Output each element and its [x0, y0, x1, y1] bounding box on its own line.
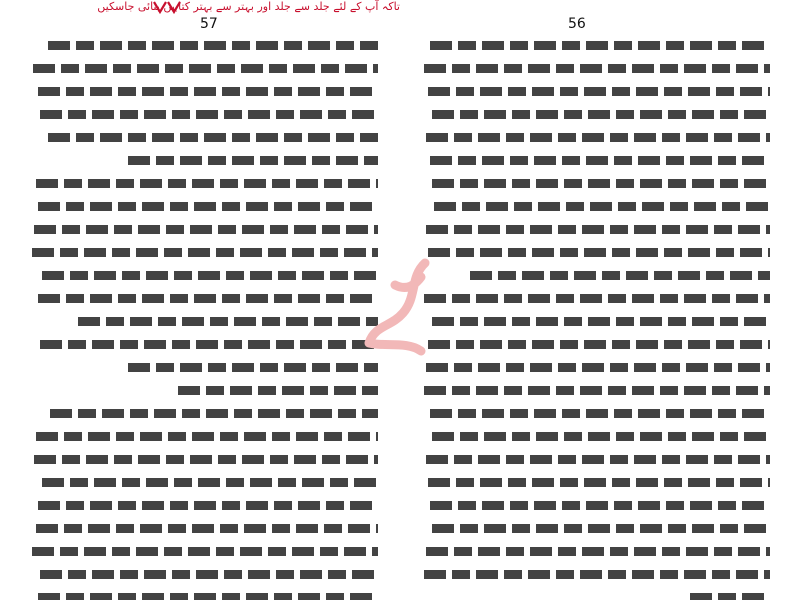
text-line-placeholder — [434, 202, 770, 211]
text-line — [28, 126, 378, 149]
text-line-placeholder — [424, 386, 770, 395]
header-text: تاکہ آپ کے لئے جلد سے جلد اور بہتر سے بہتر کتابیں بنائی جاسکیں — [97, 0, 400, 13]
text-line — [28, 333, 378, 356]
text-line-placeholder — [40, 570, 378, 579]
body-text — [28, 34, 378, 594]
text-line — [420, 264, 770, 287]
text-line — [420, 195, 770, 218]
text-line-placeholder — [38, 294, 378, 303]
text-line-placeholder — [36, 432, 378, 441]
text-line-placeholder — [38, 202, 378, 211]
text-line-placeholder — [78, 317, 378, 326]
text-line-placeholder — [38, 87, 378, 96]
text-line-placeholder — [48, 41, 378, 50]
text-line-placeholder — [428, 248, 770, 257]
text-line — [28, 34, 378, 57]
text-line-placeholder — [426, 547, 770, 556]
text-line — [420, 57, 770, 80]
text-line — [420, 103, 770, 126]
text-line — [28, 103, 378, 126]
text-line — [420, 448, 770, 471]
text-line — [28, 241, 378, 264]
text-line — [420, 34, 770, 57]
text-line-placeholder — [470, 271, 770, 280]
text-line — [420, 80, 770, 103]
text-line — [420, 471, 770, 494]
text-line-placeholder — [428, 478, 770, 487]
text-line-placeholder — [430, 409, 770, 418]
text-line — [420, 586, 770, 600]
text-line-placeholder — [424, 294, 770, 303]
page-number: 57 — [200, 16, 218, 32]
text-line-placeholder — [690, 593, 770, 600]
text-line — [28, 57, 378, 80]
text-line — [28, 149, 378, 172]
text-line — [28, 425, 378, 448]
text-line-placeholder — [432, 110, 770, 119]
text-line — [420, 287, 770, 310]
text-line-placeholder — [32, 547, 378, 556]
text-line-placeholder — [38, 501, 378, 510]
text-line-placeholder — [128, 363, 378, 372]
text-line-placeholder — [42, 271, 378, 280]
text-line-placeholder — [426, 455, 770, 464]
text-line-placeholder — [428, 340, 770, 349]
text-line — [28, 172, 378, 195]
text-line — [420, 540, 770, 563]
text-line-placeholder — [33, 64, 378, 73]
text-line — [420, 172, 770, 195]
text-line — [420, 310, 770, 333]
text-line-placeholder — [426, 363, 770, 372]
body-text — [420, 34, 770, 594]
text-line — [28, 402, 378, 425]
text-line-placeholder — [34, 225, 378, 234]
text-line-placeholder — [42, 478, 378, 487]
text-line-placeholder — [34, 455, 378, 464]
text-line-placeholder — [36, 179, 378, 188]
text-line — [420, 333, 770, 356]
text-line — [420, 494, 770, 517]
text-line-placeholder — [36, 524, 378, 533]
text-line-placeholder — [178, 386, 378, 395]
header-band — [95, 0, 400, 14]
text-line — [28, 517, 378, 540]
text-line — [420, 563, 770, 586]
text-line — [420, 218, 770, 241]
text-line-placeholder — [432, 432, 770, 441]
text-line — [420, 517, 770, 540]
text-line — [28, 471, 378, 494]
text-line — [28, 586, 378, 600]
text-line — [28, 218, 378, 241]
text-line-placeholder — [38, 593, 378, 600]
text-line-placeholder — [432, 524, 770, 533]
text-line — [28, 379, 378, 402]
text-line-placeholder — [430, 501, 770, 510]
text-line-placeholder — [424, 64, 770, 73]
text-line-placeholder — [426, 225, 770, 234]
text-line — [28, 264, 378, 287]
text-line — [28, 80, 378, 103]
text-line-placeholder — [424, 570, 770, 579]
text-line-placeholder — [40, 340, 378, 349]
text-line-placeholder — [430, 156, 770, 165]
text-line — [28, 494, 378, 517]
text-line — [420, 126, 770, 149]
text-line — [28, 540, 378, 563]
text-line-placeholder — [128, 156, 378, 165]
text-line — [420, 149, 770, 172]
text-line — [28, 195, 378, 218]
text-line — [420, 241, 770, 264]
text-line-placeholder — [40, 110, 378, 119]
text-line — [28, 287, 378, 310]
text-line-placeholder — [432, 317, 770, 326]
text-line — [420, 402, 770, 425]
text-line-placeholder — [50, 409, 378, 418]
text-line-placeholder — [48, 133, 378, 142]
text-line — [28, 356, 378, 379]
text-line — [28, 310, 378, 333]
right-page — [400, 0, 800, 600]
text-line-placeholder — [428, 87, 770, 96]
page-number: 56 — [568, 16, 586, 32]
text-line-placeholder — [430, 41, 770, 50]
text-line — [28, 563, 378, 586]
text-line — [420, 425, 770, 448]
text-line-placeholder — [432, 179, 770, 188]
text-line-placeholder — [32, 248, 378, 257]
publisher-logo-icon — [150, 0, 190, 14]
text-line — [28, 448, 378, 471]
text-line-placeholder — [426, 133, 770, 142]
text-line — [420, 379, 770, 402]
text-line — [420, 356, 770, 379]
